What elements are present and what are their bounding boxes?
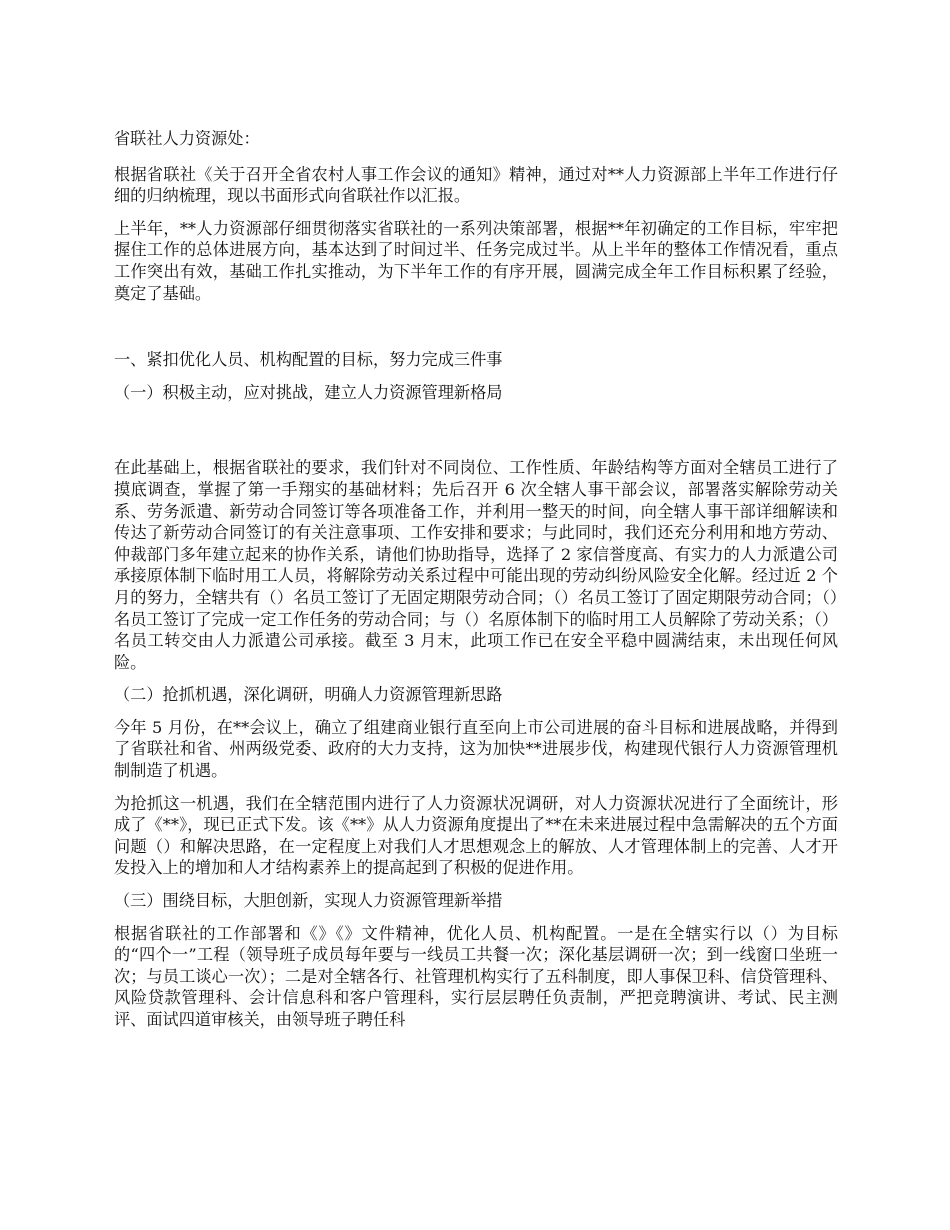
subsection-2-body-2: 为抢抓这一机遇，我们在全辖范围内进行了人力资源状况调研，对人力资源状况进行了全面统计，形成了《**》，现已正式下发。该《**》从人力资源角度提出了**在未来进展过程中急需解决的五个方面问题（）和解决思路，在一定程度上对我们人才思想观念上的解放、人才管理体制上的完善、人才开发投入上的增加和人才结构素养上的提高起到了积极的促进作用。 — [114, 793, 838, 878]
subsection-3-body: 根据省联社的工作部署和《》《》文件精神，优化人员、机构配置。一是在全辖实行以（）为目标的“四个一”工程（领导班子成员每年要与一线员工共餐一次；深化基层调研一次；到一线窗口坐班一次；与员工谈心一次）；二是对全辖各行、社管理机构实行了五科制度，即人事保卫科、信贷管理科、风险贷款管理科、会计信息科和客户管理科，实行层层聘任负责制，严把竞聘演讲、考试、民主测评、面试四道审核关，由领导班子聘任科 — [114, 923, 838, 1029]
summary-paragraph: 上半年，**人力资源部仔细贯彻落实省联社的一系列决策部署，根据**年初确定的工作目标，牢牢把握住工作的总体进展方向，基本达到了时间过半、任务完成过半。从上半年的整体工作情况看，重点工作突出有效，基础工作扎实推动，为下半年工作的有序开展，圆满完成全年工作目标积累了经验，奠定了基础。 — [114, 218, 838, 303]
section-heading-1: 一、紧扣优化人员、机构配置的目标，努力完成三件事 — [114, 350, 503, 370]
subsection-2-body-1: 今年 5 月份，在**会议上，确立了组建商业银行直至向上市公司进展的奋斗目标和进展战略，并得到了省联社和省、州两级党委、政府的大力支持，这为加快**进展步伐，构建现代银行人力资源管理机制制造了机遇。 — [114, 717, 838, 781]
subsection-heading-1: （一）积极主动，应对挑战，建立人力资源管理新格局 — [114, 382, 503, 402]
salutation: 省联社人力资源处： — [114, 129, 260, 148]
document-page — [114, 128, 838, 1031]
subsection-heading-2: （二）抢抓机遇，深化调研，明确人力资源管理新思路 — [114, 685, 503, 705]
intro-paragraph: 根据省联社《关于召开全省农村人事工作会议的通知》精神，通过对**人力资源部上半年工作进行仔细的归纳梳理，现以书面形式向省联社作以汇报。 — [114, 164, 838, 206]
subsection-1-body: 在此基础上，根据省联社的要求，我们针对不同岗位、工作性质、年龄结构等方面对全辖员工进行了摸底调查，掌握了第一手翔实的基础材料；先后召开 6 次全辖人事干部会议，部署落实解除劳动关系、劳务派遣、新劳动合同签订等各项准备工作，并利用一整天的时间，向全辖人事干部详细解读和传达了新劳动合同签订的有关注意事项、工作安排和要求；与此同时，我们还充分利用和地方劳动、仲裁部门多年建立起来的协作关系，请他们协助指导，选择了 2 家信誉度高、有实力的人力派遣公司承接原体制下临时用工人员，将解除劳动关系过程中可能出现的劳动纠纷风险安全化解。经过近 2 个月的努力，全辖共有（）名员工签订了无固定期限劳动合同；（）名员工签订了固定期限劳动合同；（）名员工签订了完成一定工作任务的劳动合同；与（）名原体制下的临时用工人员解除了劳动关系；（）名员工转交由人力派遣公司承接。截至 3 月末，此项工作已在安全平稳中圆满结束，未出现任何风险。 — [114, 458, 838, 672]
subsection-heading-3: （三）围绕目标，大胆创新，实现人力资源管理新举措 — [114, 891, 503, 911]
